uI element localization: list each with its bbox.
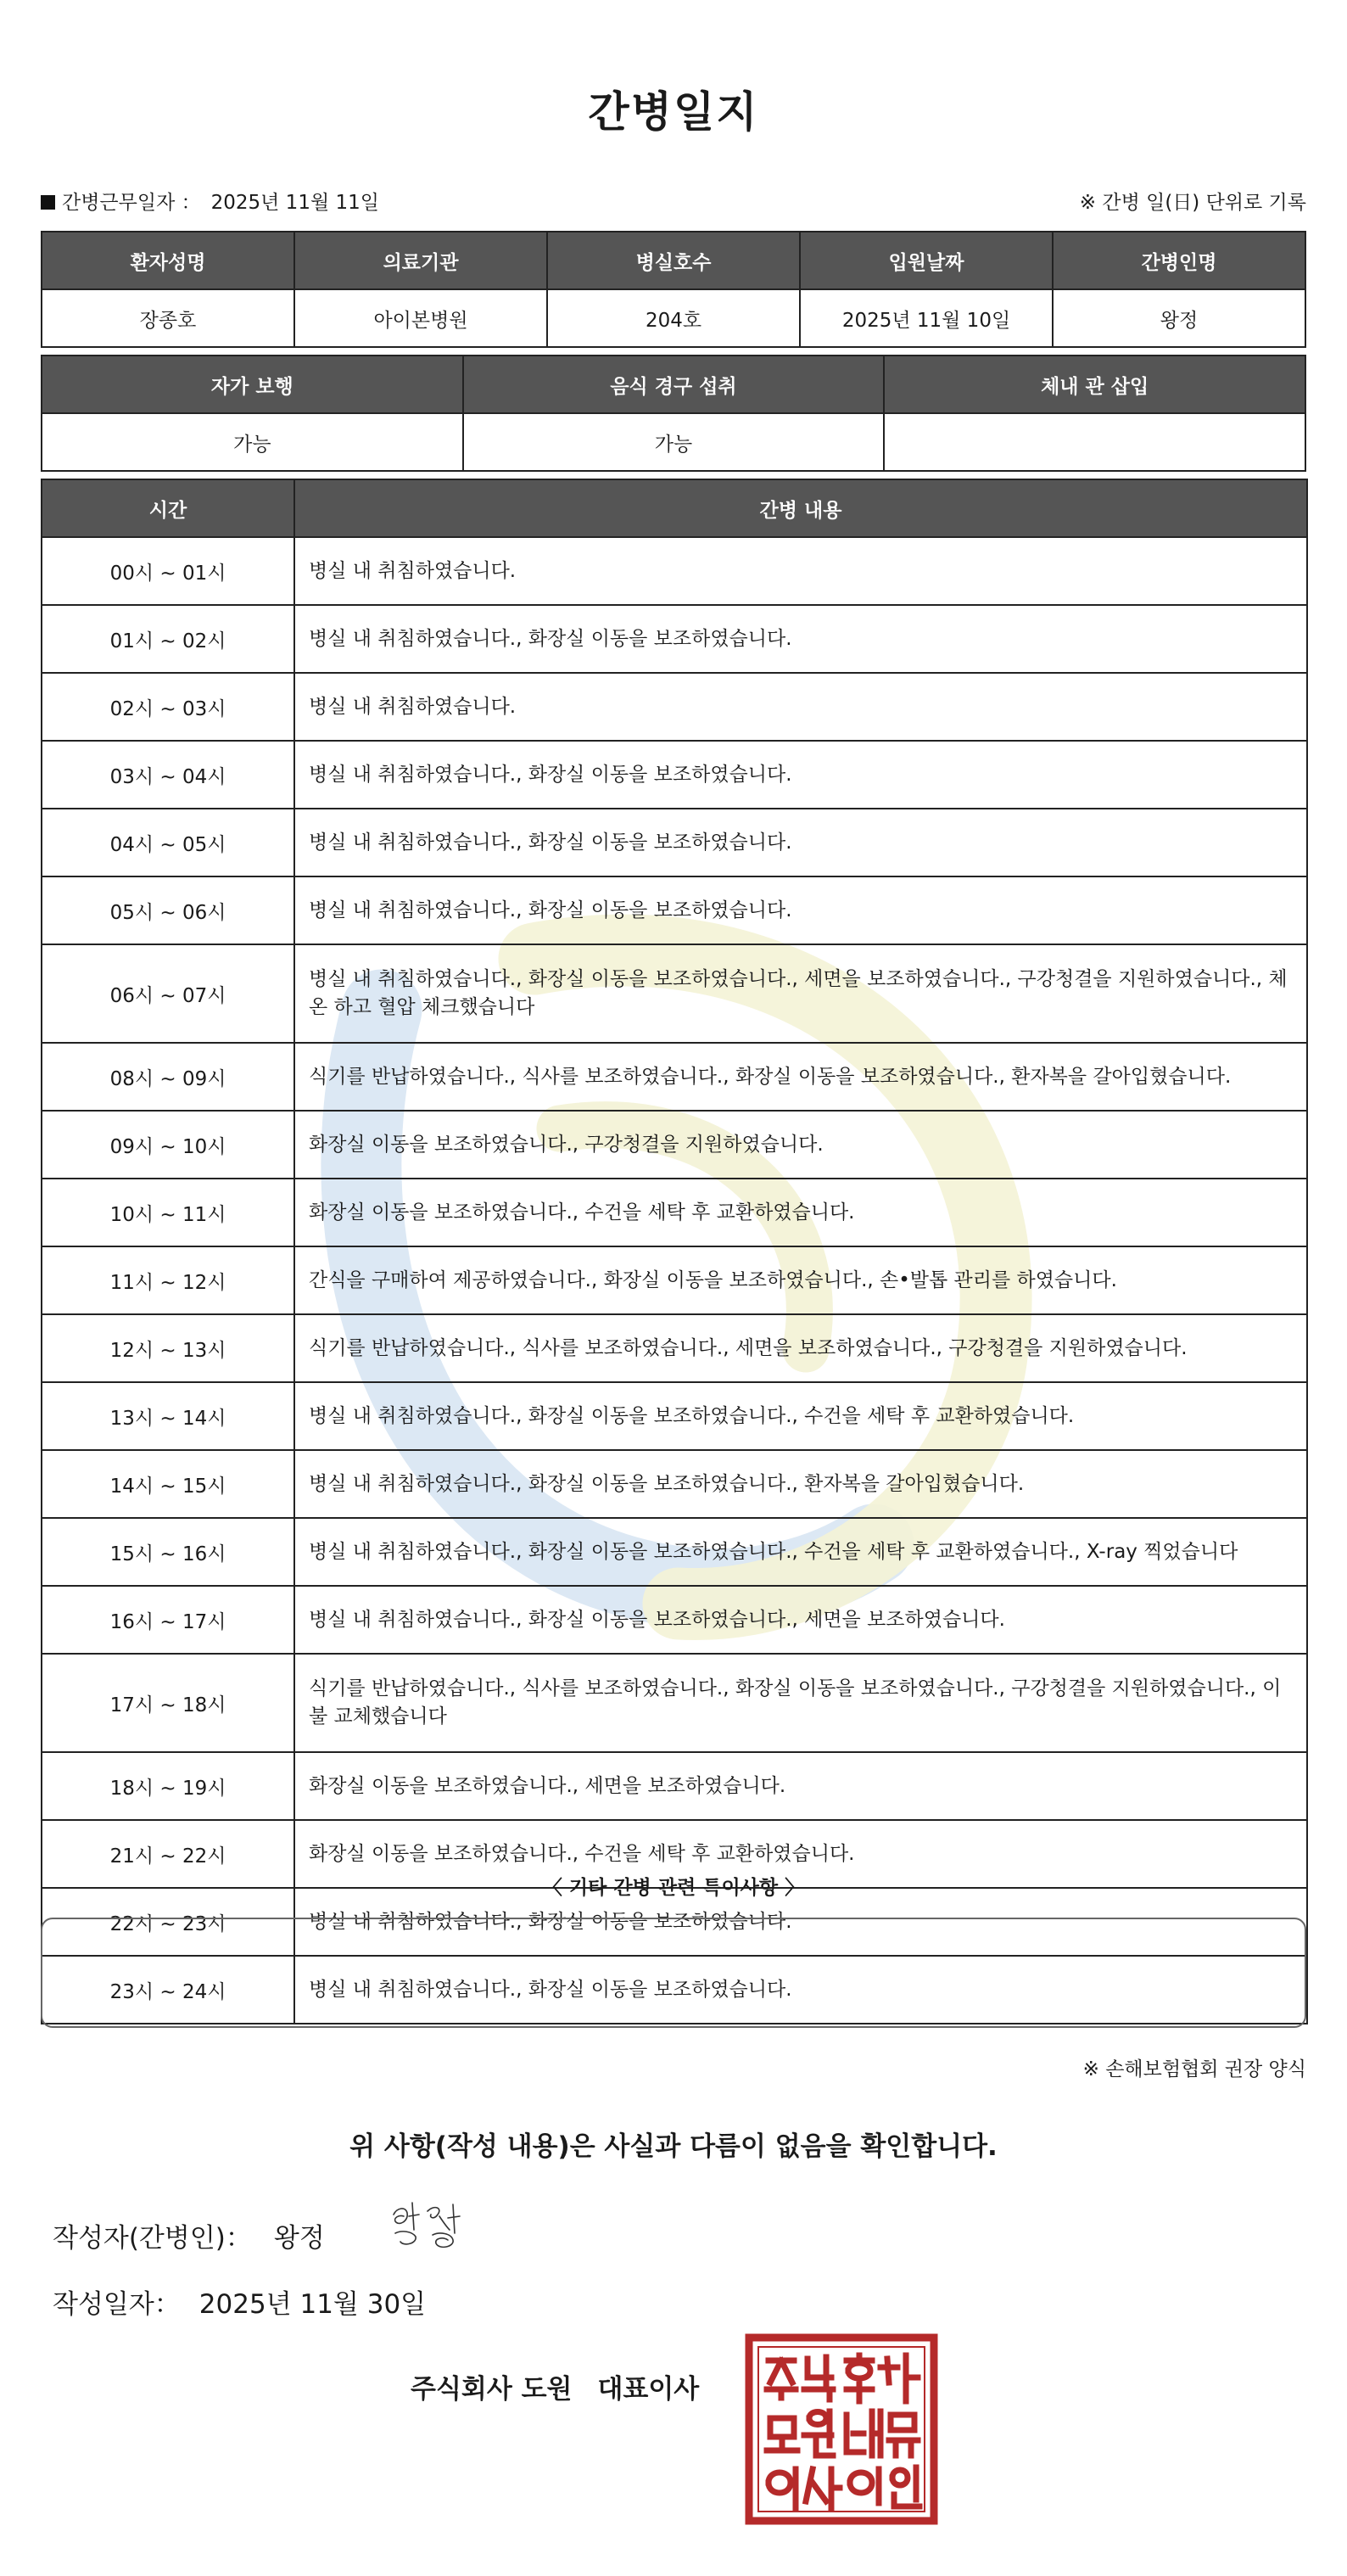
table-row — [42, 741, 1307, 809]
content-cell: 병실 내 취침하였습니다., 화장실 이동을 보조하였습니다., 세면을 보조하였습니다., 구강청결을 지원하였습니다., 체온 하고 혈압 체크했습니다 — [294, 944, 1307, 1043]
table-row — [42, 1043, 1307, 1111]
content-cell: 병실 내 취침하였습니다., 화장실 이동을 보조하였습니다., 세면을 보조하였습니다. — [294, 1586, 1307, 1654]
care-date-label: 간병근무일자 ： — [62, 192, 201, 214]
notes-caption: 〈 기타 간병 관련 특이사항 〉 — [542, 1877, 805, 1899]
content-cell: 병실 내 취침하였습니다. — [294, 537, 1307, 605]
room-number: 204호 — [547, 289, 800, 347]
content-cell: 병실 내 취침하였습니다., 화장실 이동을 보조하였습니다., 수건을 세탁 후 교환하였습니다., X-ray 찍었습니다 — [294, 1518, 1307, 1586]
caregiver-name: 왕정 — [1053, 289, 1305, 347]
time-cell: 15시 ~ 16시 — [42, 1518, 294, 1586]
content-cell: 병실 내 취침하였습니다., 화장실 이동을 보조하였습니다. — [294, 876, 1307, 944]
care-date-value: 2025년 11월 11일 — [210, 192, 379, 214]
table-row — [42, 876, 1307, 944]
content-cell: 병실 내 취침하였습니다., 화장실 이동을 보조하였습니다., 환자복을 갈아입혔습니다. — [294, 1450, 1307, 1518]
table-row — [42, 1179, 1307, 1246]
content-cell: 병실 내 취침하였습니다., 화장실 이동을 보조하였습니다. — [294, 809, 1307, 876]
patient-info-value-row — [42, 289, 1305, 347]
content-cell: 병실 내 취침하였습니다., 화장실 이동을 보조하였습니다. — [294, 741, 1307, 809]
unit-note: ※ 간병 일(日) 단위로 기록 — [1079, 192, 1306, 214]
care-log-header-row — [42, 479, 1307, 537]
written-date-value: 2025년 11월 30일 — [198, 2289, 427, 2320]
time-cell: 04시 ~ 05시 — [42, 809, 294, 876]
admission-date: 2025년 11월 10일 — [800, 289, 1053, 347]
table-row — [42, 1314, 1307, 1382]
table-row — [42, 605, 1307, 673]
patient-status-value-row — [42, 413, 1305, 471]
table-row — [42, 1586, 1307, 1654]
table-row — [42, 673, 1307, 741]
written-date-line — [53, 2282, 426, 2321]
author-label: 작성자(간병인)： — [53, 2223, 252, 2254]
header-self-walking: 자가 보행 — [42, 356, 463, 413]
company-name: 주식회사 도원 — [411, 2374, 573, 2405]
time-cell: 09시 ~ 10시 — [42, 1111, 294, 1179]
time-cell: 13시 ~ 14시 — [42, 1382, 294, 1450]
time-cell: 01시 ~ 02시 — [42, 605, 294, 673]
tube-insertion-value — [884, 413, 1305, 471]
content-cell: 화장실 이동을 보조하였습니다., 수건을 세탁 후 교환하였습니다. — [294, 1179, 1307, 1246]
time-cell: 17시 ~ 18시 — [42, 1654, 294, 1752]
time-cell: 08시 ~ 09시 — [42, 1043, 294, 1111]
table-row — [42, 1246, 1307, 1314]
patient-status-table — [41, 355, 1306, 472]
patient-status-header-row — [42, 356, 1305, 413]
author-name: 왕정 — [273, 2223, 325, 2254]
content-cell: 병실 내 취침하였습니다., 화장실 이동을 보조하였습니다. — [294, 605, 1307, 673]
table-row — [42, 1111, 1307, 1179]
insurance-note: ※ 손해보험협회 권장 양식 — [1082, 2058, 1306, 2080]
patient-info-header-row — [42, 232, 1305, 289]
content-cell: 화장실 이동을 보조하였습니다., 수건을 세탁 후 교환하였습니다. — [294, 1820, 1307, 1888]
time-cell: 03시 ~ 04시 — [42, 741, 294, 809]
content-cell: 식기를 반납하였습니다., 식사를 보조하였습니다., 화장실 이동을 보조하였습니다., 구강청결을 지원하였습니다., 이불 교체했습니다 — [294, 1654, 1307, 1752]
content-cell: 식기를 반납하였습니다., 식사를 보조하였습니다., 화장실 이동을 보조하였습니다., 환자복을 갈아입혔습니다. — [294, 1043, 1307, 1111]
header-caregiver-name: 간병인명 — [1053, 232, 1305, 289]
table-row — [42, 537, 1307, 605]
patient-name: 장종호 — [42, 289, 294, 347]
header-time: 시간 — [42, 479, 294, 537]
content-cell: 병실 내 취침하였습니다. — [294, 673, 1307, 741]
header-hospital: 의료기관 — [294, 232, 547, 289]
notes-box — [41, 1918, 1306, 2028]
header-patient-name: 환자성명 — [42, 232, 294, 289]
content-cell: 병실 내 취침하였습니다., 화장실 이동을 보조하였습니다. — [294, 1888, 1307, 1956]
confirmation-statement: 위 사항(작성 내용)은 사실과 다름이 없음을 확인합니다. — [349, 2131, 998, 2162]
header-oral-intake: 음식 경구 섭취 — [463, 356, 885, 413]
handwritten-signature — [387, 2196, 468, 2255]
time-cell: 11시 ~ 12시 — [42, 1246, 294, 1314]
time-cell: 00시 ~ 01시 — [42, 537, 294, 605]
patient-info-table — [41, 231, 1306, 348]
company-line — [411, 2367, 699, 2405]
time-cell: 02시 ~ 03시 — [42, 673, 294, 741]
header-care-content: 간병 내용 — [294, 479, 1307, 537]
care-log-table — [41, 479, 1308, 2024]
time-cell: 10시 ~ 11시 — [42, 1179, 294, 1246]
oral-intake-value: 가능 — [463, 413, 885, 471]
self-walking-value: 가능 — [42, 413, 463, 471]
content-cell: 화장실 이동을 보조하였습니다., 세면을 보조하였습니다. — [294, 1752, 1307, 1820]
time-cell: 05시 ~ 06시 — [42, 876, 294, 944]
table-row — [42, 944, 1307, 1043]
time-cell: 16시 ~ 17시 — [42, 1586, 294, 1654]
time-cell: 14시 ~ 15시 — [42, 1450, 294, 1518]
time-cell: 23시 ~ 24시 — [42, 1956, 294, 2024]
header-tube-insertion: 체내 관 삽입 — [884, 356, 1305, 413]
author-line — [53, 2216, 325, 2254]
hospital-name: 아이본병원 — [294, 289, 547, 347]
content-cell: 병실 내 취침하였습니다., 화장실 이동을 보조하였습니다. — [294, 1956, 1307, 2024]
table-row — [42, 809, 1307, 876]
content-cell: 화장실 이동을 보조하였습니다., 구강청결을 지원하였습니다. — [294, 1111, 1307, 1179]
written-date-label: 작성일자： — [53, 2289, 181, 2320]
header-room: 병실호수 — [547, 232, 800, 289]
company-ceo-title: 대표이사 — [597, 2374, 700, 2405]
table-row — [42, 1382, 1307, 1450]
time-cell: 21시 ~ 22시 — [42, 1820, 294, 1888]
table-row — [42, 1752, 1307, 1820]
table-row — [42, 1654, 1307, 1752]
header-admission-date: 입원날짜 — [800, 232, 1053, 289]
time-cell: 12시 ~ 13시 — [42, 1314, 294, 1382]
table-row — [42, 1518, 1307, 1586]
time-cell: 22시 ~ 23시 — [42, 1888, 294, 1956]
table-row — [42, 1450, 1307, 1518]
time-cell: 18시 ~ 19시 — [42, 1752, 294, 1820]
company-seal-stamp — [745, 2333, 938, 2525]
document-title: 간병일지 — [588, 87, 759, 137]
content-cell: 병실 내 취침하였습니다., 화장실 이동을 보조하였습니다., 수건을 세탁 후 교환하였습니다. — [294, 1382, 1307, 1450]
content-cell: 식기를 반납하였습니다., 식사를 보조하였습니다., 세면을 보조하였습니다., 구강청결을 지원하였습니다. — [294, 1314, 1307, 1382]
time-cell: 06시 ~ 07시 — [42, 944, 294, 1043]
content-cell: 간식을 구매하여 제공하였습니다., 화장실 이동을 보조하였습니다., 손•발톱 관리를 하였습니다. — [294, 1246, 1307, 1314]
